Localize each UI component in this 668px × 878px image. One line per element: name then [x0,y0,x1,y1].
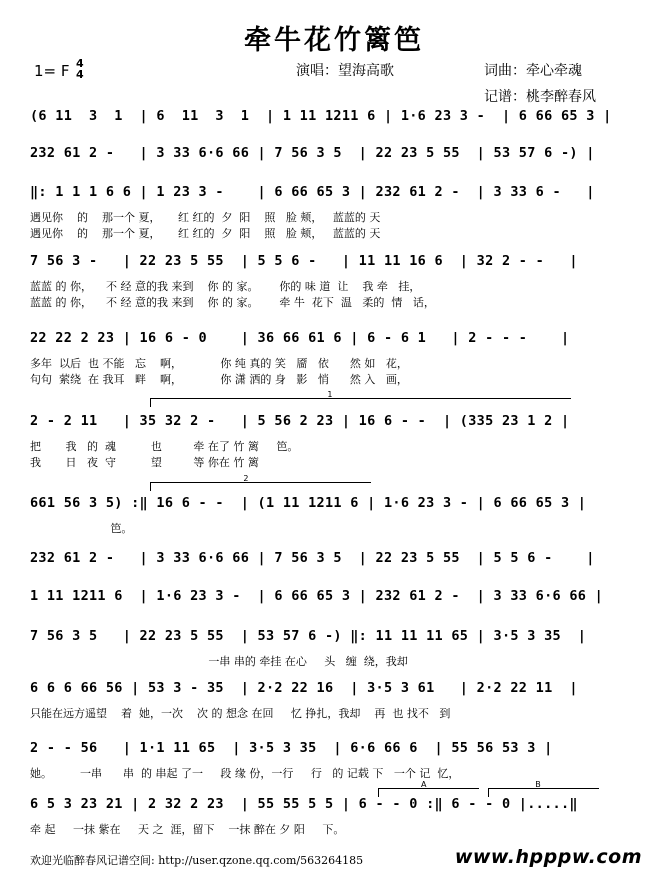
notation-row: 7 56 3 - | 22 23 5 55 | 5 5 6 - | 11 11 16 6 | 32 2 - - | [30,253,578,269]
lyric-line: 把 我 的 魂 也 牵 在了 竹 篱 笆。 [30,440,299,453]
lyric-line: 蓝蓝 的 你， 不 经 意的我 来到 你 的 家。 牵 牛 花下 温 柔的 情 话， [30,296,435,309]
notation-row: 232 61 2 - | 3 33 6·6 66 | 7 56 3 5 | 22 23 5 55 | 53 57 6 -) | [30,145,595,161]
volta-label-a: A [421,780,427,789]
notation-row: 661 56 3 5) :‖ 16 6 - - | (1 11 1211 6 | 1·6 23 3 - | 6 66 65 3 | [30,495,587,511]
lyric-line: 牵 起 一抹 紫在 天 之 涯，留下 一抹 醉在 夕 阳 下。 [30,823,345,836]
notation-row: (6 11 3 1 | 6 11 3 1 | 1 11 1211 6 | 1·6 23 3 - | 6 66 65 3 | [30,108,612,124]
lyric-line: 蓝蓝 的 你， 不 经 意的我 来到 你 的 家。 你的 味 道 让 我 牵 挂， [30,280,421,293]
footer-site-logo: www.hpppw.com [454,846,642,868]
notation-row: 6 6 6 66 56 | 53 3 - 35 | 2·2 22 16 | 3·5 3 61 | 2·2 22 11 | [30,680,578,696]
key-signature: 1= F [34,62,70,80]
composer-credit: 词曲：牵心牵魂 [484,63,582,79]
volta-bracket-1 [150,390,571,407]
time-signature-bottom: 4 [76,68,84,81]
lyric-line: 我 日 夜 守 望 等 你在 竹 篱 [30,456,259,469]
volta-bracket-2 [150,474,371,491]
time-signature [76,58,84,80]
volta-bracket-b [488,780,599,797]
page-title: 牵牛花竹篱笆 [244,25,424,56]
notation-row: 2 - 2 11 | 35 32 2 - | 5 56 2 23 | 16 6 - - | (335 23 1 2 | [30,413,570,429]
lyric-line: 遇见你 的 那一个 夏， 红 红的 夕 阳 照 脸 颊， 蓝蓝的 天 [30,211,381,224]
notation-row: 6 5 3 23 21 | 2 32 2 23 | 55 55 5 5 | 6 - - 0 :‖ 6 - - 0 |.....‖ [30,796,578,812]
lyric-line: 遇见你 的 那一个 夏， 红 红的 夕 阳 照 脸 颊， 蓝蓝的 天 [30,227,381,240]
volta-bracket-a [378,780,479,797]
notation-row: 22 22 2 23 | 16 6 - 0 | 36 66 61 6 | 6 - 6 1 | 2 - - - | [30,330,570,346]
notation-row: 7 56 3 5 | 22 23 5 55 | 53 57 6 -) ‖: 11 11 11 65 | 3·5 3 35 | [30,628,587,644]
notation-row: 1 11 1211 6 | 1·6 23 3 - | 6 66 65 3 | 232 61 2 - | 3 33 6·6 66 | [30,588,604,604]
lyric-line: 她。 一串 串 的 串起 了一 段 缘 份，一行 行 的 记载 下 一个 记 忆， [30,767,460,780]
lyric-line: 一串 串的 牵挂 在心 头 缠 绕，我却 [30,655,408,668]
notation-row: 232 61 2 - | 3 33 6·6 66 | 7 56 3 5 | 22 23 5 55 | 5 5 6 - | [30,550,595,566]
volta-label-b: B [535,780,541,789]
time-signature-top: 4 [76,57,84,70]
notation-row: ‖: 1 1 1 6 6 | 1 23 3 - | 6 66 65 3 | 232 61 2 - | 3 33 6 - | [30,184,595,200]
lyric-line: 笆。 [30,522,133,535]
footer-visit-text: 欢迎光临醉春风记谱空间: http://user.qzone.qq.com/563264185 [30,854,364,867]
volta-label-2: 2 [243,474,249,483]
volta-label-1: 1 [327,390,333,399]
lyric-line: 只能在远方遥望 着 她，一次 次 的 想念 在回 忆 挣扎，我却 再 也 找不 到 [30,707,451,720]
singer-credit: 演唱：望海高歌 [296,63,394,79]
notation-credit: 记谱：桃李醉春风 [484,89,596,105]
lyric-line: 多年 以后 也 不能 忘 啊， 你 纯 真的 笑 靥 依 然 如 花， [30,357,408,370]
notation-row: 2 - - 56 | 1·1 11 65 | 3·5 3 35 | 6·6 66 6 | 55 56 53 3 | [30,740,553,756]
lyric-line: 句句 萦绕 在 我耳 畔 啊， 你 潇 洒的 身 影 悄 然 入 画， [30,373,408,386]
